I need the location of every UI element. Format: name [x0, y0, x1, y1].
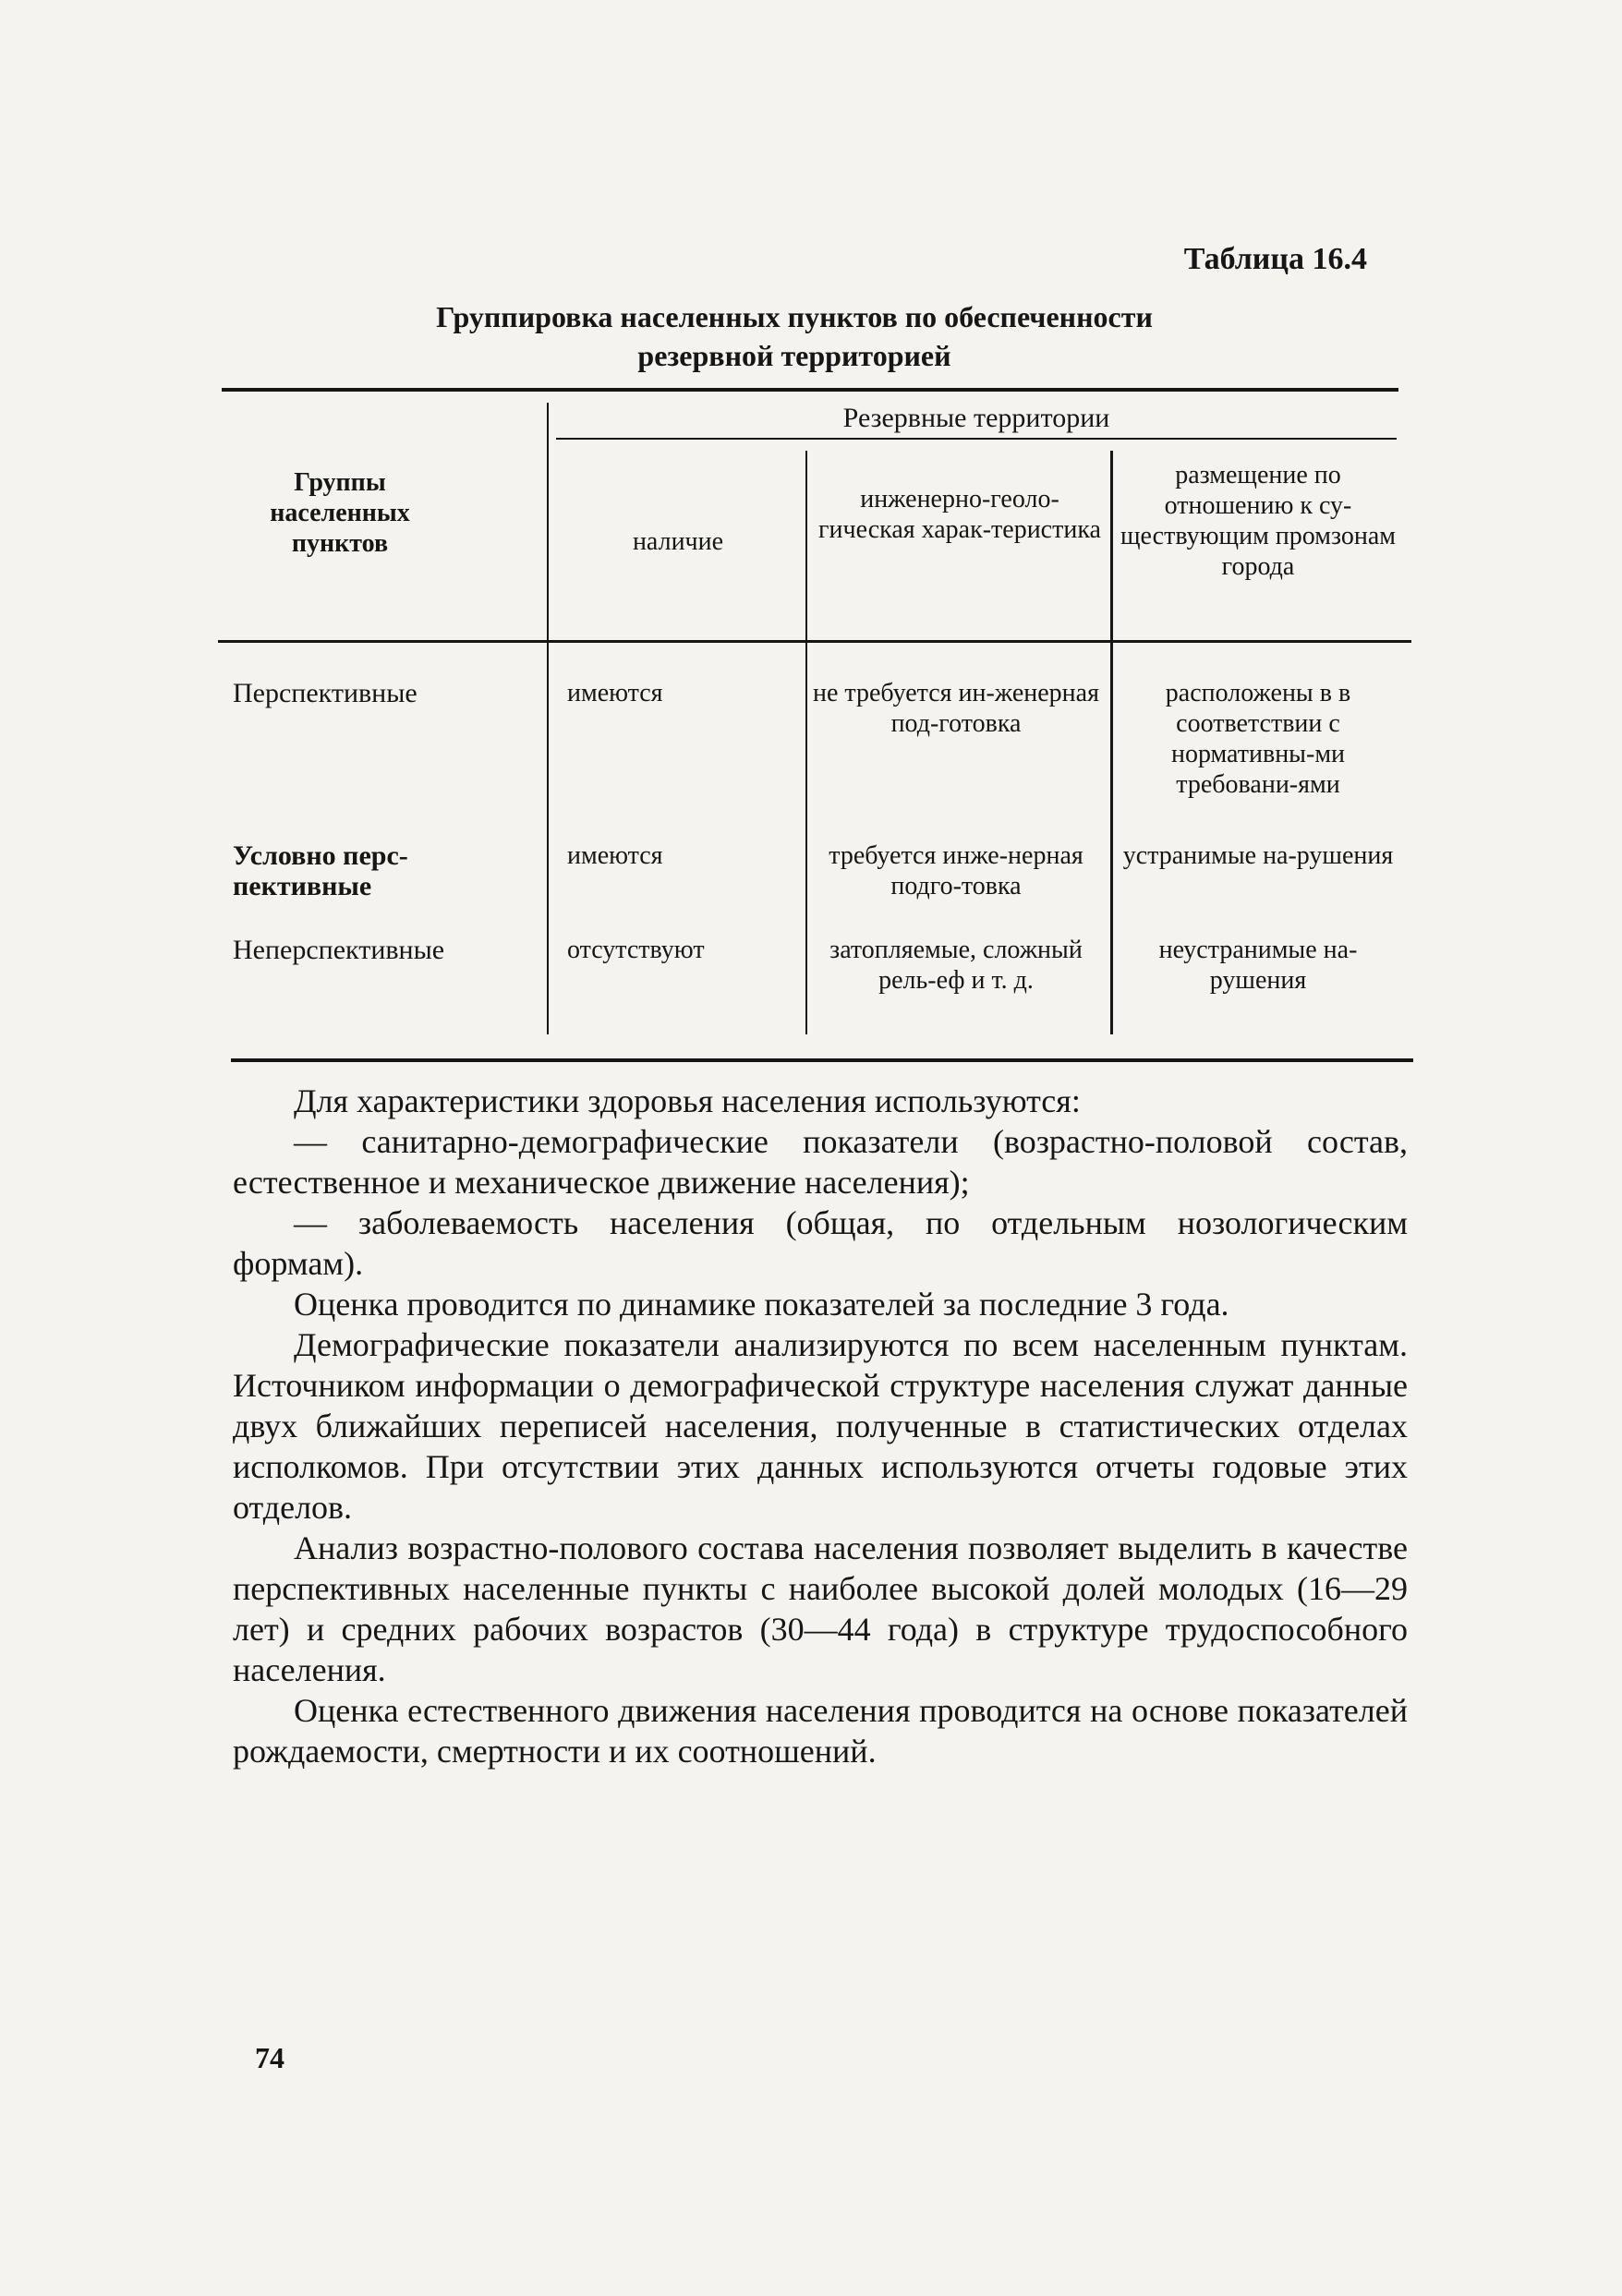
- header-engineering: инженерно-геоло-гическая харак-теристика: [818, 485, 1101, 544]
- header-bottom-rule: [218, 640, 1411, 643]
- paragraph: Оценка проводится по динамике показателей за последние 3 года.: [294, 1286, 1229, 1323]
- row-3-group: Неперспективные: [233, 935, 445, 965]
- paragraph: Оценка естественного движения населения проводится на основе показателей рождаемости, смертности и их соотношений.: [233, 1692, 1408, 1770]
- header-placement: размещение по отношению к су-ществующим промзонам города: [1120, 461, 1396, 581]
- paragraph: — санитарно-демографические показатели (возрастно-половой состав, естественное и механическое движение населения);: [233, 1123, 1408, 1201]
- table-bottom-rule: [231, 1058, 1413, 1062]
- row-3-placement: неустранимые на-рушения: [1158, 936, 1358, 995]
- row-1-group: Перспективные: [233, 678, 418, 708]
- table-top-rule: [222, 388, 1398, 392]
- body-text: [233, 1081, 1408, 1771]
- table-number: Таблица 16.4: [1183, 242, 1367, 276]
- row-2-engineering: требуется инже-нерная подго-товка: [829, 841, 1083, 900]
- header-reserve: Резервные территории: [842, 403, 1110, 433]
- table-title-line-2: резервной территорией: [637, 339, 951, 372]
- page-number: 74: [255, 2041, 284, 2074]
- table-title: [222, 297, 1367, 375]
- col-divider-1: [547, 403, 549, 1034]
- row-1-placement: расположены в в соответствии с нормативны-ми требовани-ями: [1165, 679, 1351, 799]
- row-2-placement: устранимые на-рушения: [1122, 841, 1394, 870]
- col-divider-2: [805, 451, 807, 1034]
- paragraph: — заболеваемость населения (общая, по отдельным нозологическим формам).: [233, 1204, 1408, 1282]
- row-1-engineering: не требуется ин-женерная под-готовка: [813, 679, 1099, 738]
- row-3-engineering: затопляемые, сложный рель-еф и т. д.: [829, 936, 1083, 995]
- row-1-presence: имеются: [567, 679, 663, 707]
- row-2-group: Условно перс-пективные: [233, 840, 408, 901]
- header-presence: наличие: [632, 527, 724, 556]
- row-3-presence: отсутствуют: [567, 936, 705, 964]
- paragraph: Демографические показатели анализируются по всем населенным пунктам. Источником информации о демографической структуре населения служат данные двух ближайших переписей населения, полученные в статистических отделах исполкомов. При отсутствии этих данных используются отчеты годовые этих отделов.: [233, 1326, 1408, 1526]
- table-title-line-1: Группировка населенных пунктов по обеспеченности: [436, 300, 1153, 333]
- col-divider-3: [1110, 451, 1113, 1034]
- reserve-header-rule: [556, 438, 1397, 440]
- row-2-presence: имеются: [567, 841, 663, 870]
- paragraph: Анализ возрастно-полового состава населения позволяет выделить в качестве перспективных населенные пункты с наиболее высокой долей молодых (16—29 лет) и средних рабочих возрастов (30—44 года) в структуре трудоспособного населения.: [233, 1529, 1408, 1688]
- paragraph: Для характеристики здоровья населения используются:: [294, 1082, 1081, 1119]
- header-groups: Группы населенных пунктов: [270, 468, 410, 558]
